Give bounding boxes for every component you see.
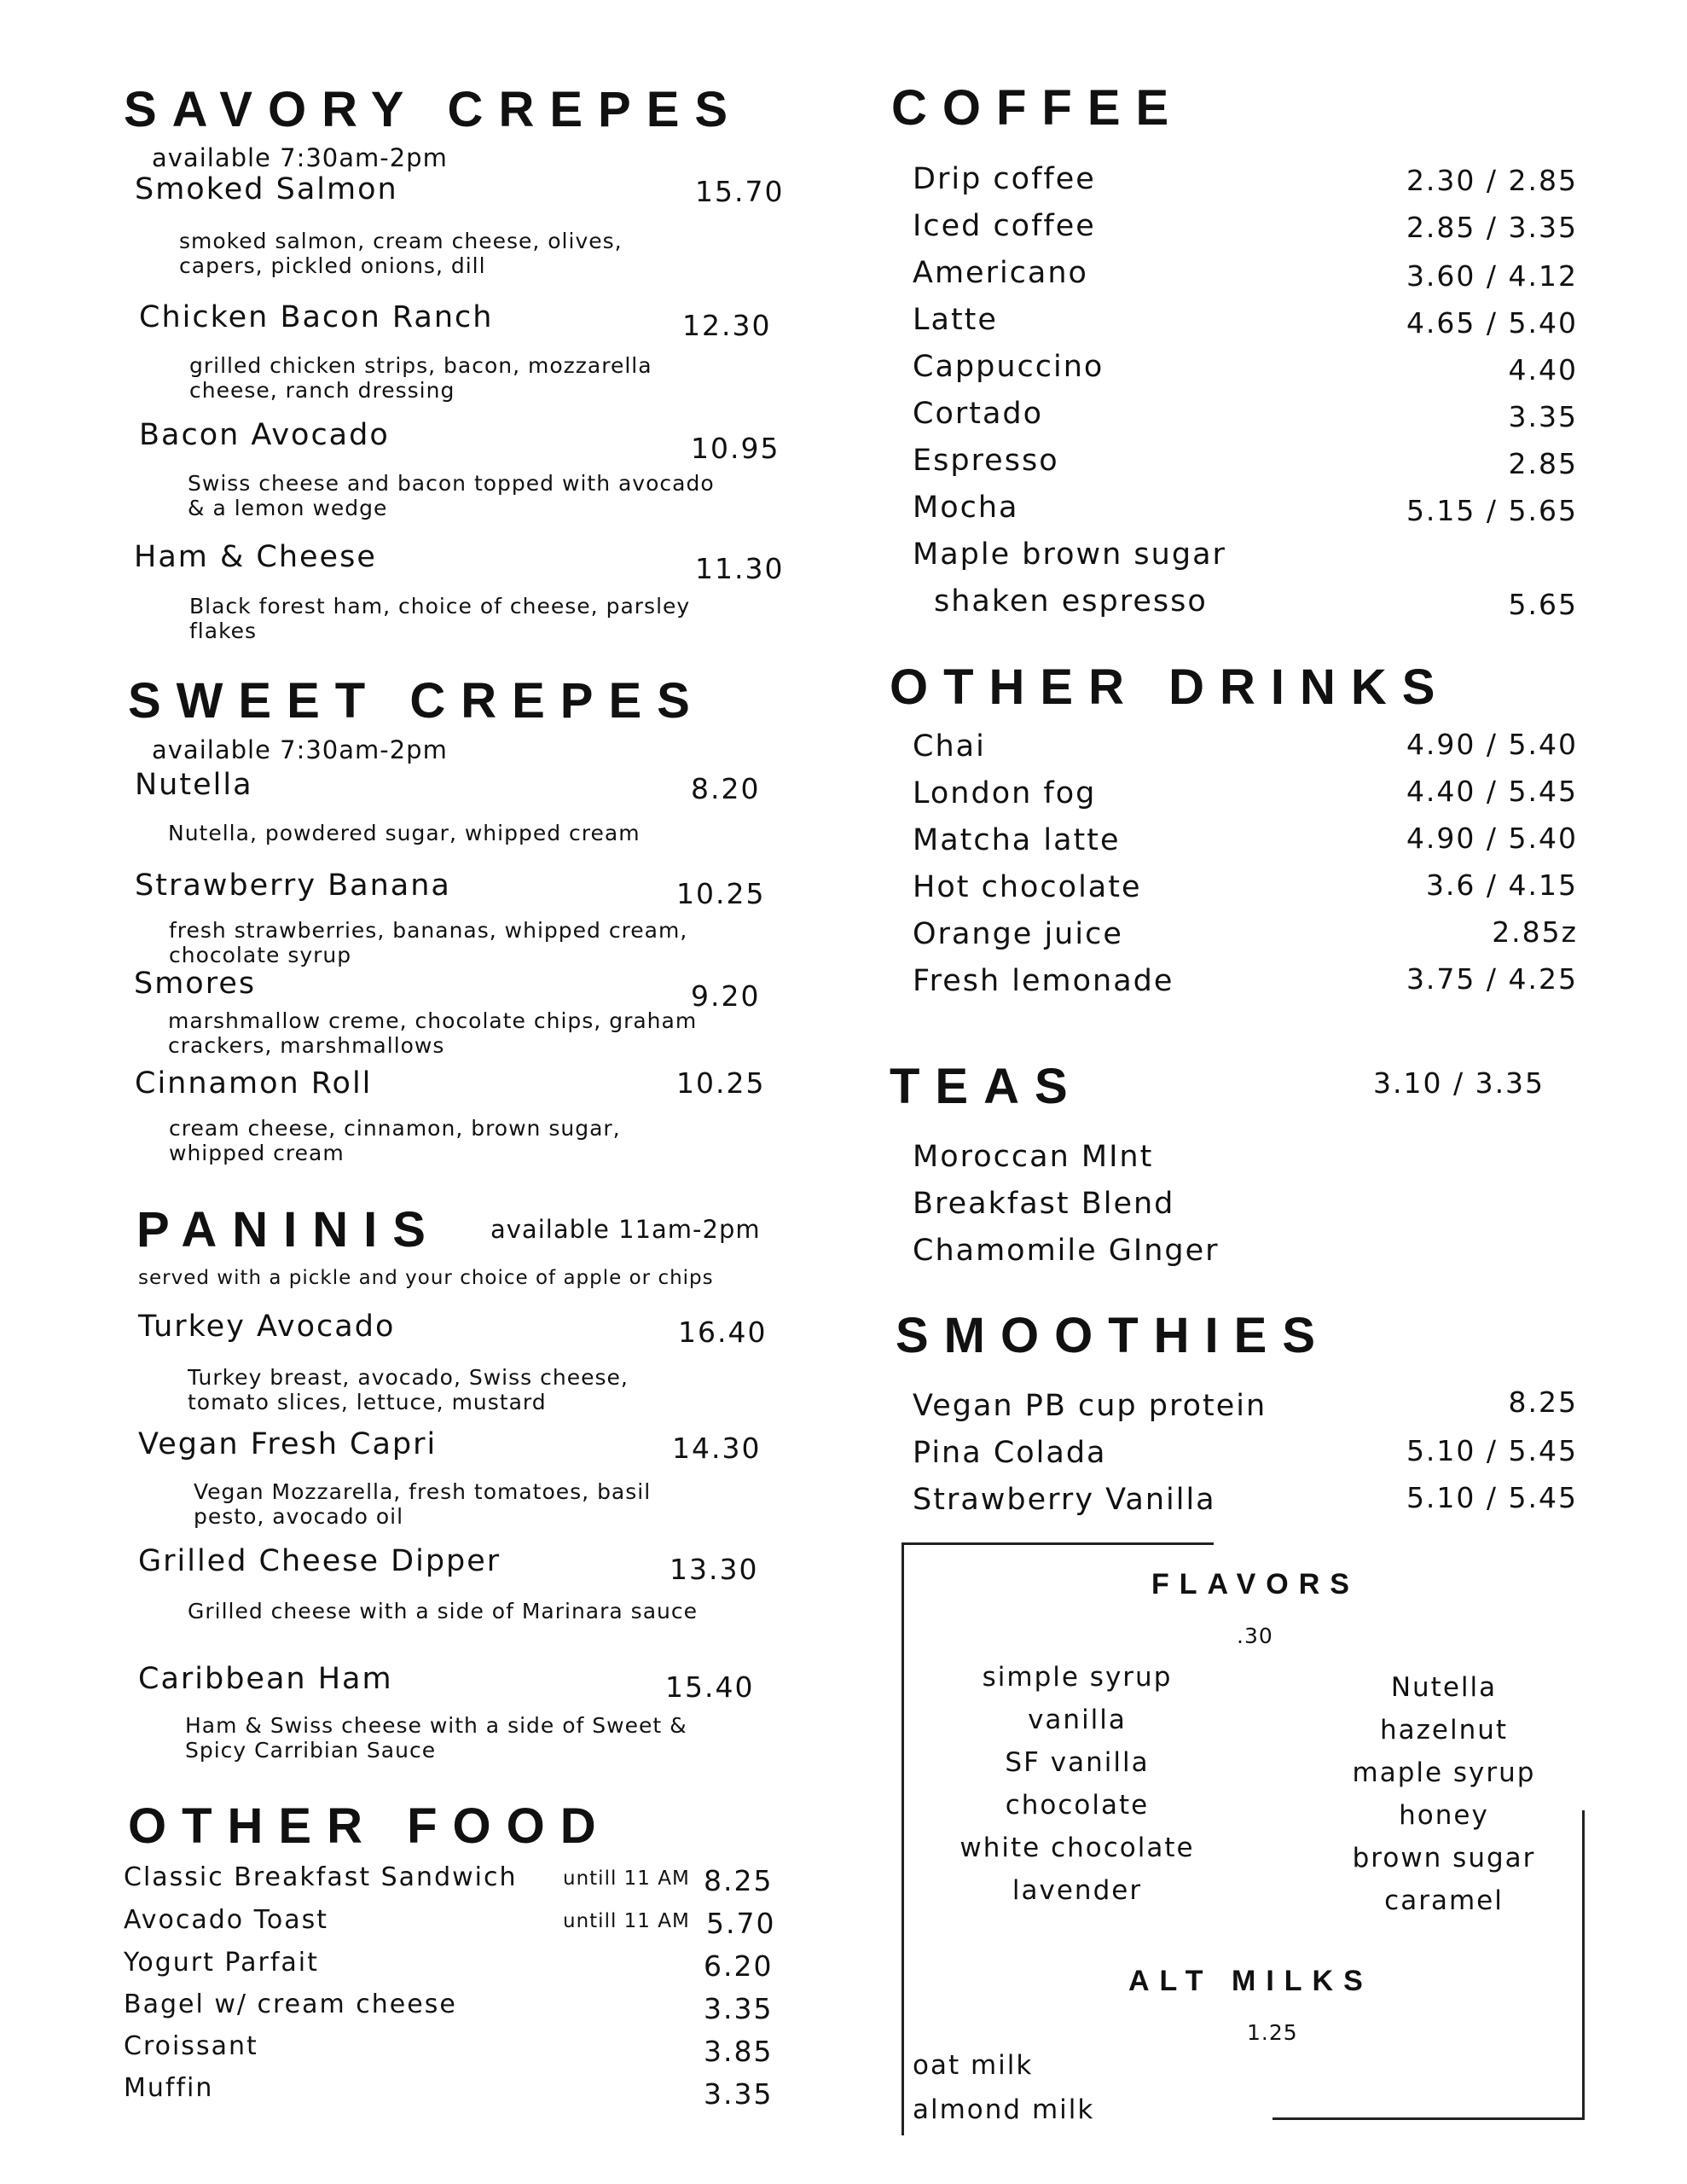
flavor-item: caramel [1384,1885,1504,1916]
menu-item-price: 5.10 / 5.45 [1406,1481,1578,1514]
menu-item-name: Smoked Salmon [135,172,398,206]
menu-item-price: 9.20 [691,979,761,1013]
menu-item-name: Muffin [124,2073,214,2103]
menu-item-name: Drip coffee [913,162,1096,196]
menu-item-price: 5.15 / 5.65 [1406,494,1578,527]
flavor-item: Nutella [1390,1672,1498,1703]
menu-item-price: 4.40 / 5.45 [1406,775,1578,808]
menu-item-description: cream cheese, cinnamon, brown sugar, whipped cream [169,1116,621,1165]
flavor-item: vanilla [1028,1705,1127,1735]
flavors-list-right [1273,1672,1615,1928]
alt-milk-item: oat milk [913,2050,1034,2081]
other-food-heading: OTHER FOOD [128,1798,612,1854]
alt-milks-price: 1.25 [1247,2020,1298,2045]
other-drinks-list [913,729,1578,1011]
coffee-heading: COFFEE [891,80,1185,136]
menu-item-price: 3.35 [704,2077,774,2111]
menu-item-name: Pina Colada [913,1436,1107,1470]
savory-crepes-heading: SAVORY CREPES [124,82,744,137]
menu-item-description: Swiss cheese and bacon topped with avocado & a lemon wedge [188,471,715,520]
teas-heading: TEAS [890,1059,1083,1114]
paninis-note: served with a pickle and your choice of apple or chips [138,1267,714,1289]
menu-item-name: Hot chocolate [913,870,1142,904]
flavor-item: honey [1399,1800,1489,1831]
menu-item-price: 6.20 [704,1949,774,1983]
menu-item-name: Smores [134,967,257,1001]
menu-item-name: Nutella [135,768,253,802]
menu-item-price: 4.40 [1508,353,1578,386]
flavor-item: maple syrup [1352,1757,1536,1788]
menu-item-price: 12.30 [682,309,772,342]
menu-item-price: 15.70 [695,175,785,208]
menu-item-price: 2.30 / 2.85 [1406,164,1578,197]
menu-item-price: 2.85 [1508,447,1578,480]
menu-item-name: Classic Breakfast Sandwich [124,1862,518,1892]
flavor-item: brown sugar [1352,1843,1536,1873]
other-drinks-heading: OTHER DRINKS [890,659,1451,715]
menu-item-name: Orange juice [913,917,1123,951]
flavors-list-left [907,1662,1248,1918]
flavors-box-border-top [901,1542,1214,1545]
flavor-item: SF vanilla [1005,1747,1150,1778]
menu-item-price: 2.85z [1492,915,1578,949]
menu-item-name: Vegan Fresh Capri [138,1427,438,1461]
menu-item-name: Avocado Toast [124,1905,329,1935]
menu-item-price: 15.40 [665,1670,755,1704]
menu-item-name: Turkey Avocado [138,1310,396,1344]
tea-item: Breakfast Blend [913,1187,1175,1221]
menu-item-price: 2.85 / 3.35 [1406,211,1578,244]
menu-item-price: 3.6 / 4.15 [1425,868,1578,902]
menu-item-name: Strawberry Vanilla [913,1483,1216,1517]
menu-item-price: 10.25 [676,877,766,910]
menu-item-price: 14.30 [672,1432,762,1465]
flavors-box-border-left [901,1542,904,2135]
menu-item-name: Bagel w/ cream cheese [124,1989,457,2019]
menu-item-price: 10.95 [691,432,780,465]
menu-item-price: 4.65 / 5.40 [1406,306,1578,340]
menu-item-name: Mocha [913,491,1019,525]
menu-item-price: 4.90 / 5.40 [1406,728,1578,761]
menu-item-name: Croissant [124,2031,258,2061]
flavor-item: white chocolate [959,1833,1195,1863]
smoothies-list [913,1385,1578,1534]
flavor-item: hazelnut [1379,1715,1509,1745]
alt-milks-heading: ALT MILKS [1128,1965,1373,1997]
alt-milk-item: almond milk [913,2094,1095,2125]
teas-price: 3.10 / 3.35 [1373,1066,1545,1100]
coffee-list [913,162,1578,631]
menu-item-price: 16.40 [678,1316,768,1349]
menu-item-description: Vegan Mozzarella, fresh tomatoes, basil pesto, avocado oil [194,1479,652,1529]
menu-item-name: Fresh lemonade [913,964,1174,998]
menu-item-price: 11.30 [695,552,785,585]
menu-item-name: shaken espresso [934,584,1208,619]
flavor-item: chocolate [1005,1790,1150,1821]
menu-item-description: Black forest ham, choice of cheese, parsley flakes [189,594,691,643]
menu-item-price: 5.10 / 5.45 [1406,1434,1578,1467]
menu-item-name: Strawberry Banana [135,868,451,903]
menu-item-price: 10.25 [676,1066,766,1100]
menu-item-name: Cortado [913,397,1044,431]
menu-item-price: 5.65 [1508,588,1578,621]
menu-item-name: Bacon Avocado [139,418,390,452]
menu-item-price: 13.30 [670,1553,759,1586]
menu-item-description: Turkey breast, avocado, Swiss cheese, tomato slices, lettuce, mustard [188,1365,629,1414]
menu-item-name: Grilled Cheese Dipper [138,1544,501,1578]
paninis-availability: available 11am-2pm [490,1215,761,1244]
tea-item: Moroccan MInt [913,1140,1154,1174]
menu-item-name: Americano [913,256,1088,290]
menu-item-name: Vegan PB cup protein [913,1389,1267,1423]
menu-item-name: Yogurt Parfait [124,1948,319,1978]
menu-item-name: Caribbean Ham [138,1662,393,1696]
menu-item-name: Cinnamon Roll [135,1066,373,1101]
menu-item-note: untill 11 AM [563,1867,690,1890]
flavor-item: lavender [1012,1875,1143,1906]
menu-item-description: fresh strawberries, bananas, whipped cream, chocolate syrup [169,918,688,967]
menu-item-price: 5.70 [706,1907,776,1940]
menu-item-price: 3.35 [1508,400,1578,433]
flavors-price: .30 [1237,1623,1273,1648]
flavors-box-border-bottom [1272,2117,1585,2120]
menu-item-description: Nutella, powdered sugar, whipped cream [168,821,641,845]
menu-item-price: 3.85 [704,2035,774,2068]
menu-item-name: Ham & Cheese [134,540,377,574]
menu-item-price: 3.60 / 4.12 [1406,259,1578,293]
savory-availability: available 7:30am-2pm [152,143,448,172]
menu-item-description: Ham & Swiss cheese with a side of Sweet & Spicy Carribian Sauce [185,1713,687,1763]
sweet-crepes-heading: SWEET CREPES [128,673,705,729]
menu-item-description: grilled chicken strips, bacon, mozzarella cheese, ranch dressing [189,353,652,403]
menu-item-price: 8.25 [1508,1385,1578,1419]
menu-item-name: Matcha latte [913,823,1121,857]
smoothies-heading: SMOOTHIES [896,1308,1331,1363]
menu-item-description: smoked salmon, cream cheese, olives, capers, pickled onions, dill [179,229,623,278]
menu-item-description: Grilled cheese with a side of Marinara sauce [188,1599,698,1623]
flavors-heading: FLAVORS [1151,1568,1359,1600]
paninis-heading: PANINIS [136,1202,441,1258]
menu-item-name: Iced coffee [913,209,1096,243]
menu-item-name: Espresso [913,444,1059,478]
menu-item-price: 4.90 / 5.40 [1406,822,1578,855]
tea-item: Chamomile GInger [913,1234,1220,1268]
menu-item-name: Chicken Bacon Ranch [139,300,494,334]
flavor-item: simple syrup [982,1662,1173,1693]
menu-item-note: untill 11 AM [563,1910,690,1932]
menu-item-name: London fog [913,776,1097,810]
menu-item-price: 3.75 / 4.25 [1406,962,1578,996]
menu-item-price: 8.20 [691,772,761,805]
other-food-list [124,1862,776,2135]
menu-item-name: Cappuccino [913,350,1104,384]
menu-item-name: Chai [913,729,986,764]
menu-item-price: 8.25 [704,1864,774,1897]
menu-item-price: 3.35 [704,1992,774,2025]
menu-item-name: Latte [913,303,998,337]
menu-item-name: Maple brown sugar [913,537,1226,572]
menu-item-description: marshmallow creme, chocolate chips, graham crackers, marshmallows [168,1008,698,1058]
sweet-availability: available 7:30am-2pm [152,735,448,764]
